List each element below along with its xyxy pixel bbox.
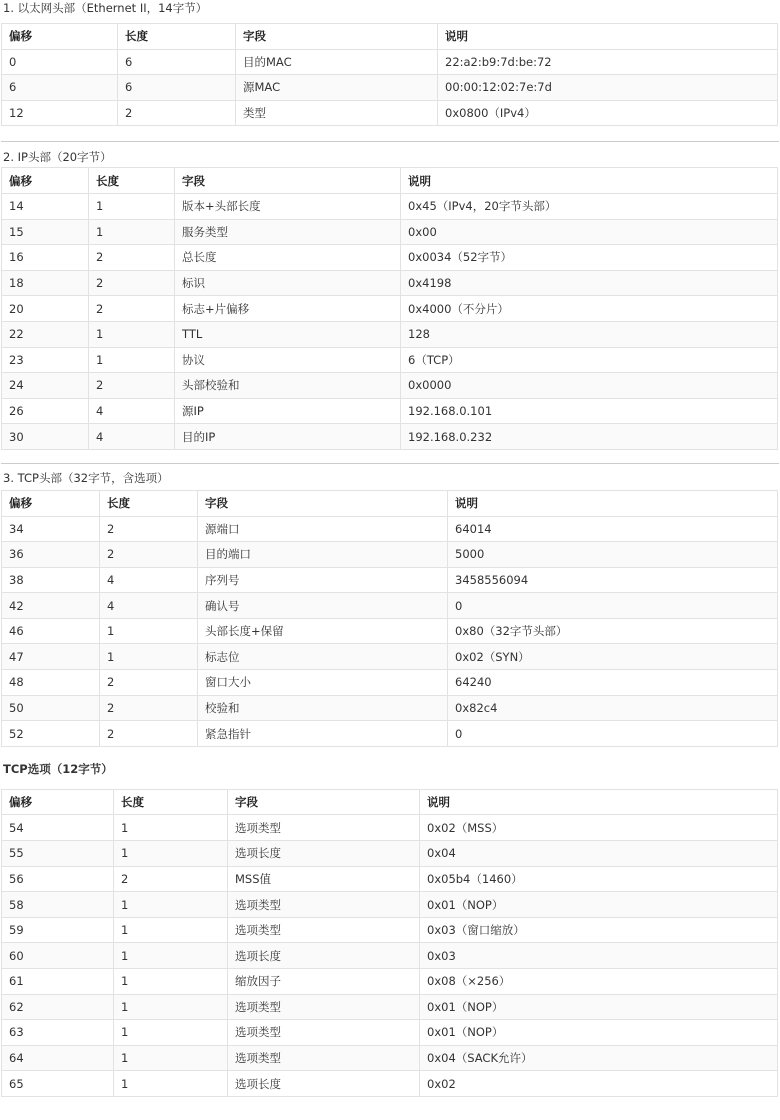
table-row	[2, 841, 778, 867]
cell-description: 0x08（×256）	[420, 969, 778, 995]
cell-length: 1	[89, 347, 175, 373]
cell-offset: 14	[2, 193, 89, 219]
cell-field: 总长度	[175, 245, 401, 271]
cell-field: 选项类型	[228, 917, 420, 943]
cell-length: 2	[100, 695, 198, 721]
cell-length: 2	[89, 373, 175, 399]
table-row	[2, 567, 778, 593]
table-row	[2, 695, 778, 721]
cell-length: 1	[100, 618, 198, 644]
table-row	[2, 193, 778, 219]
table-row	[2, 516, 778, 542]
table-row	[2, 542, 778, 568]
cell-field: 标识	[175, 270, 401, 296]
table-row	[2, 618, 778, 644]
column-header-description: 说明	[448, 490, 778, 516]
cell-description: 0x05b4（1460）	[420, 866, 778, 892]
cell-description: 192.168.0.101	[401, 398, 778, 424]
cell-offset: 65	[2, 1071, 114, 1097]
cell-length: 1	[114, 994, 228, 1020]
cell-offset: 24	[2, 373, 89, 399]
column-header-offset: 偏移	[2, 24, 118, 50]
table-row	[2, 398, 778, 424]
cell-offset: 52	[2, 721, 100, 747]
cell-offset: 59	[2, 917, 114, 943]
cell-length: 1	[114, 1071, 228, 1097]
ip-table	[1, 167, 778, 450]
cell-field: 服务类型	[175, 219, 401, 245]
cell-offset: 55	[2, 841, 114, 867]
cell-length: 1	[89, 321, 175, 347]
table-row	[2, 373, 778, 399]
cell-description: 3458556094	[448, 567, 778, 593]
cell-offset: 22	[2, 321, 89, 347]
cell-description: 0x01（NOP）	[420, 994, 778, 1020]
cell-length: 1	[114, 1045, 228, 1071]
cell-field: 目的MAC	[236, 49, 438, 75]
table-row	[2, 644, 778, 670]
cell-field: 协议	[175, 347, 401, 373]
cell-field: 选项长度	[228, 1071, 420, 1097]
cell-description: 0x03	[420, 943, 778, 969]
cell-length: 2	[100, 721, 198, 747]
cell-field: 源MAC	[236, 75, 438, 101]
cell-length: 1	[100, 644, 198, 670]
cell-field: 紧急指针	[198, 721, 448, 747]
cell-description: 0x0000	[401, 373, 778, 399]
cell-description: 0x45（IPv4，20字节头部）	[401, 193, 778, 219]
cell-offset: 0	[2, 49, 118, 75]
cell-offset: 38	[2, 567, 100, 593]
cell-offset: 46	[2, 618, 100, 644]
cell-description: 0x01（NOP）	[420, 1020, 778, 1046]
table-row	[2, 75, 778, 101]
table-header-row	[2, 168, 778, 194]
cell-offset: 47	[2, 644, 100, 670]
cell-description: 0x04	[420, 841, 778, 867]
cell-length: 2	[118, 100, 236, 126]
cell-description: 00:00:12:02:7e:7d	[438, 75, 778, 101]
cell-offset: 64	[2, 1045, 114, 1071]
section-title-tcp: 3. TCP头部（32字节，含选项）	[3, 470, 169, 485]
ethernet-table	[1, 23, 778, 126]
section-ethernet	[0, 0, 780, 142]
cell-description: 5000	[448, 542, 778, 568]
table-row	[2, 245, 778, 271]
cell-length: 1	[114, 969, 228, 995]
cell-offset: 30	[2, 424, 89, 450]
cell-offset: 60	[2, 943, 114, 969]
table-row	[2, 670, 778, 696]
cell-offset: 26	[2, 398, 89, 424]
cell-field: 选项类型	[228, 1020, 420, 1046]
cell-field: TTL	[175, 321, 401, 347]
cell-offset: 12	[2, 100, 118, 126]
column-header-field: 字段	[228, 789, 420, 815]
cell-offset: 56	[2, 866, 114, 892]
cell-length: 4	[100, 567, 198, 593]
table-header-row	[2, 490, 778, 516]
column-header-length: 长度	[100, 490, 198, 516]
cell-description: 128	[401, 321, 778, 347]
cell-field: 类型	[236, 100, 438, 126]
cell-description: 0x82c4	[448, 695, 778, 721]
cell-description: 0x0800（IPv4）	[438, 100, 778, 126]
section-title-ip: 2. IP头部（20字节）	[3, 150, 112, 165]
cell-length: 2	[89, 296, 175, 322]
cell-length: 1	[114, 917, 228, 943]
section-title-ethernet: 1. 以太网头部（Ethernet II，14字节）	[3, 1, 208, 15]
cell-description: 22:a2:b9:7d:be:72	[438, 49, 778, 75]
table-header-row	[2, 24, 778, 50]
cell-length: 2	[114, 866, 228, 892]
section-ip	[0, 142, 780, 464]
cell-offset: 58	[2, 892, 114, 918]
cell-description: 0x03（窗口缩放）	[420, 917, 778, 943]
table-row	[2, 866, 778, 892]
cell-description: 64240	[448, 670, 778, 696]
cell-description: 64014	[448, 516, 778, 542]
cell-field: 序列号	[198, 567, 448, 593]
cell-length: 6	[118, 49, 236, 75]
cell-description: 0x4198	[401, 270, 778, 296]
column-header-length: 长度	[114, 789, 228, 815]
cell-field: 缩放因子	[228, 969, 420, 995]
cell-field: 选项长度	[228, 943, 420, 969]
cell-field: 窗口大小	[198, 670, 448, 696]
cell-length: 1	[114, 1020, 228, 1046]
cell-offset: 50	[2, 695, 100, 721]
cell-field: 选项长度	[228, 841, 420, 867]
tcp-table	[1, 490, 778, 747]
cell-offset: 42	[2, 593, 100, 619]
column-header-length: 长度	[118, 24, 236, 50]
cell-offset: 20	[2, 296, 89, 322]
table-row	[2, 49, 778, 75]
cell-description: 192.168.0.232	[401, 424, 778, 450]
table-row	[2, 943, 778, 969]
cell-length: 1	[89, 219, 175, 245]
cell-length: 1	[114, 892, 228, 918]
column-header-field: 字段	[236, 24, 438, 50]
table-row	[2, 219, 778, 245]
cell-length: 6	[118, 75, 236, 101]
table-row	[2, 721, 778, 747]
cell-length: 2	[100, 670, 198, 696]
cell-field: 头部长度+保留	[198, 618, 448, 644]
cell-field: 源IP	[175, 398, 401, 424]
cell-description: 0x4000（不分片）	[401, 296, 778, 322]
table-row	[2, 1071, 778, 1097]
cell-description: 0x01（NOP）	[420, 892, 778, 918]
section-tcp-options	[0, 747, 780, 1097]
column-header-offset: 偏移	[2, 789, 114, 815]
table-row	[2, 424, 778, 450]
column-header-description: 说明	[401, 168, 778, 194]
cell-length: 4	[89, 424, 175, 450]
cell-length: 1	[114, 943, 228, 969]
cell-length: 4	[89, 398, 175, 424]
section-tcp	[0, 464, 780, 747]
cell-field: 选项类型	[228, 994, 420, 1020]
cell-description: 0x04（SACK允许）	[420, 1045, 778, 1071]
column-header-field: 字段	[175, 168, 401, 194]
table-row	[2, 1020, 778, 1046]
cell-offset: 61	[2, 969, 114, 995]
cell-field: 确认号	[198, 593, 448, 619]
cell-length: 1	[114, 841, 228, 867]
cell-field: 校验和	[198, 695, 448, 721]
cell-offset: 16	[2, 245, 89, 271]
column-header-offset: 偏移	[2, 490, 100, 516]
table-row	[2, 815, 778, 841]
cell-description: 0x02	[420, 1071, 778, 1097]
table-row	[2, 321, 778, 347]
cell-field: 版本+头部长度	[175, 193, 401, 219]
column-header-length: 长度	[89, 168, 175, 194]
column-header-offset: 偏移	[2, 168, 89, 194]
table-row	[2, 270, 778, 296]
tcp-options-table	[1, 789, 778, 1097]
table-row	[2, 969, 778, 995]
cell-description: 0x80（32字节头部）	[448, 618, 778, 644]
table-row	[2, 593, 778, 619]
cell-offset: 6	[2, 75, 118, 101]
column-header-description: 说明	[438, 24, 778, 50]
cell-offset: 36	[2, 542, 100, 568]
cell-offset: 63	[2, 1020, 114, 1046]
cell-offset: 23	[2, 347, 89, 373]
cell-field: 源端口	[198, 516, 448, 542]
table-header-row	[2, 789, 778, 815]
cell-field: 选项类型	[228, 1045, 420, 1071]
cell-length: 2	[89, 270, 175, 296]
cell-description: 0	[448, 593, 778, 619]
cell-length: 2	[100, 542, 198, 568]
cell-description: 0	[448, 721, 778, 747]
section-title-tcp-options: TCP选项（12字节）	[3, 761, 113, 776]
cell-field: 头部校验和	[175, 373, 401, 399]
cell-offset: 18	[2, 270, 89, 296]
cell-field: MSS值	[228, 866, 420, 892]
column-header-field: 字段	[198, 490, 448, 516]
cell-length: 4	[100, 593, 198, 619]
cell-field: 选项类型	[228, 892, 420, 918]
cell-length: 1	[89, 193, 175, 219]
cell-offset: 62	[2, 994, 114, 1020]
table-row	[2, 917, 778, 943]
cell-description: 6（TCP）	[401, 347, 778, 373]
table-row	[2, 1045, 778, 1071]
cell-offset: 34	[2, 516, 100, 542]
table-row	[2, 994, 778, 1020]
column-header-description: 说明	[420, 789, 778, 815]
cell-offset: 54	[2, 815, 114, 841]
cell-description: 0x00	[401, 219, 778, 245]
cell-field: 标志位	[198, 644, 448, 670]
cell-description: 0x02（MSS）	[420, 815, 778, 841]
cell-length: 2	[89, 245, 175, 271]
cell-offset: 48	[2, 670, 100, 696]
cell-offset: 15	[2, 219, 89, 245]
cell-field: 标志+片偏移	[175, 296, 401, 322]
table-row	[2, 892, 778, 918]
cell-length: 1	[114, 815, 228, 841]
cell-length: 2	[100, 516, 198, 542]
table-row	[2, 296, 778, 322]
cell-field: 目的端口	[198, 542, 448, 568]
cell-description: 0x02（SYN）	[448, 644, 778, 670]
cell-description: 0x0034（52字节）	[401, 245, 778, 271]
cell-field: 选项类型	[228, 815, 420, 841]
cell-field: 目的IP	[175, 424, 401, 450]
table-row	[2, 347, 778, 373]
table-row	[2, 100, 778, 126]
